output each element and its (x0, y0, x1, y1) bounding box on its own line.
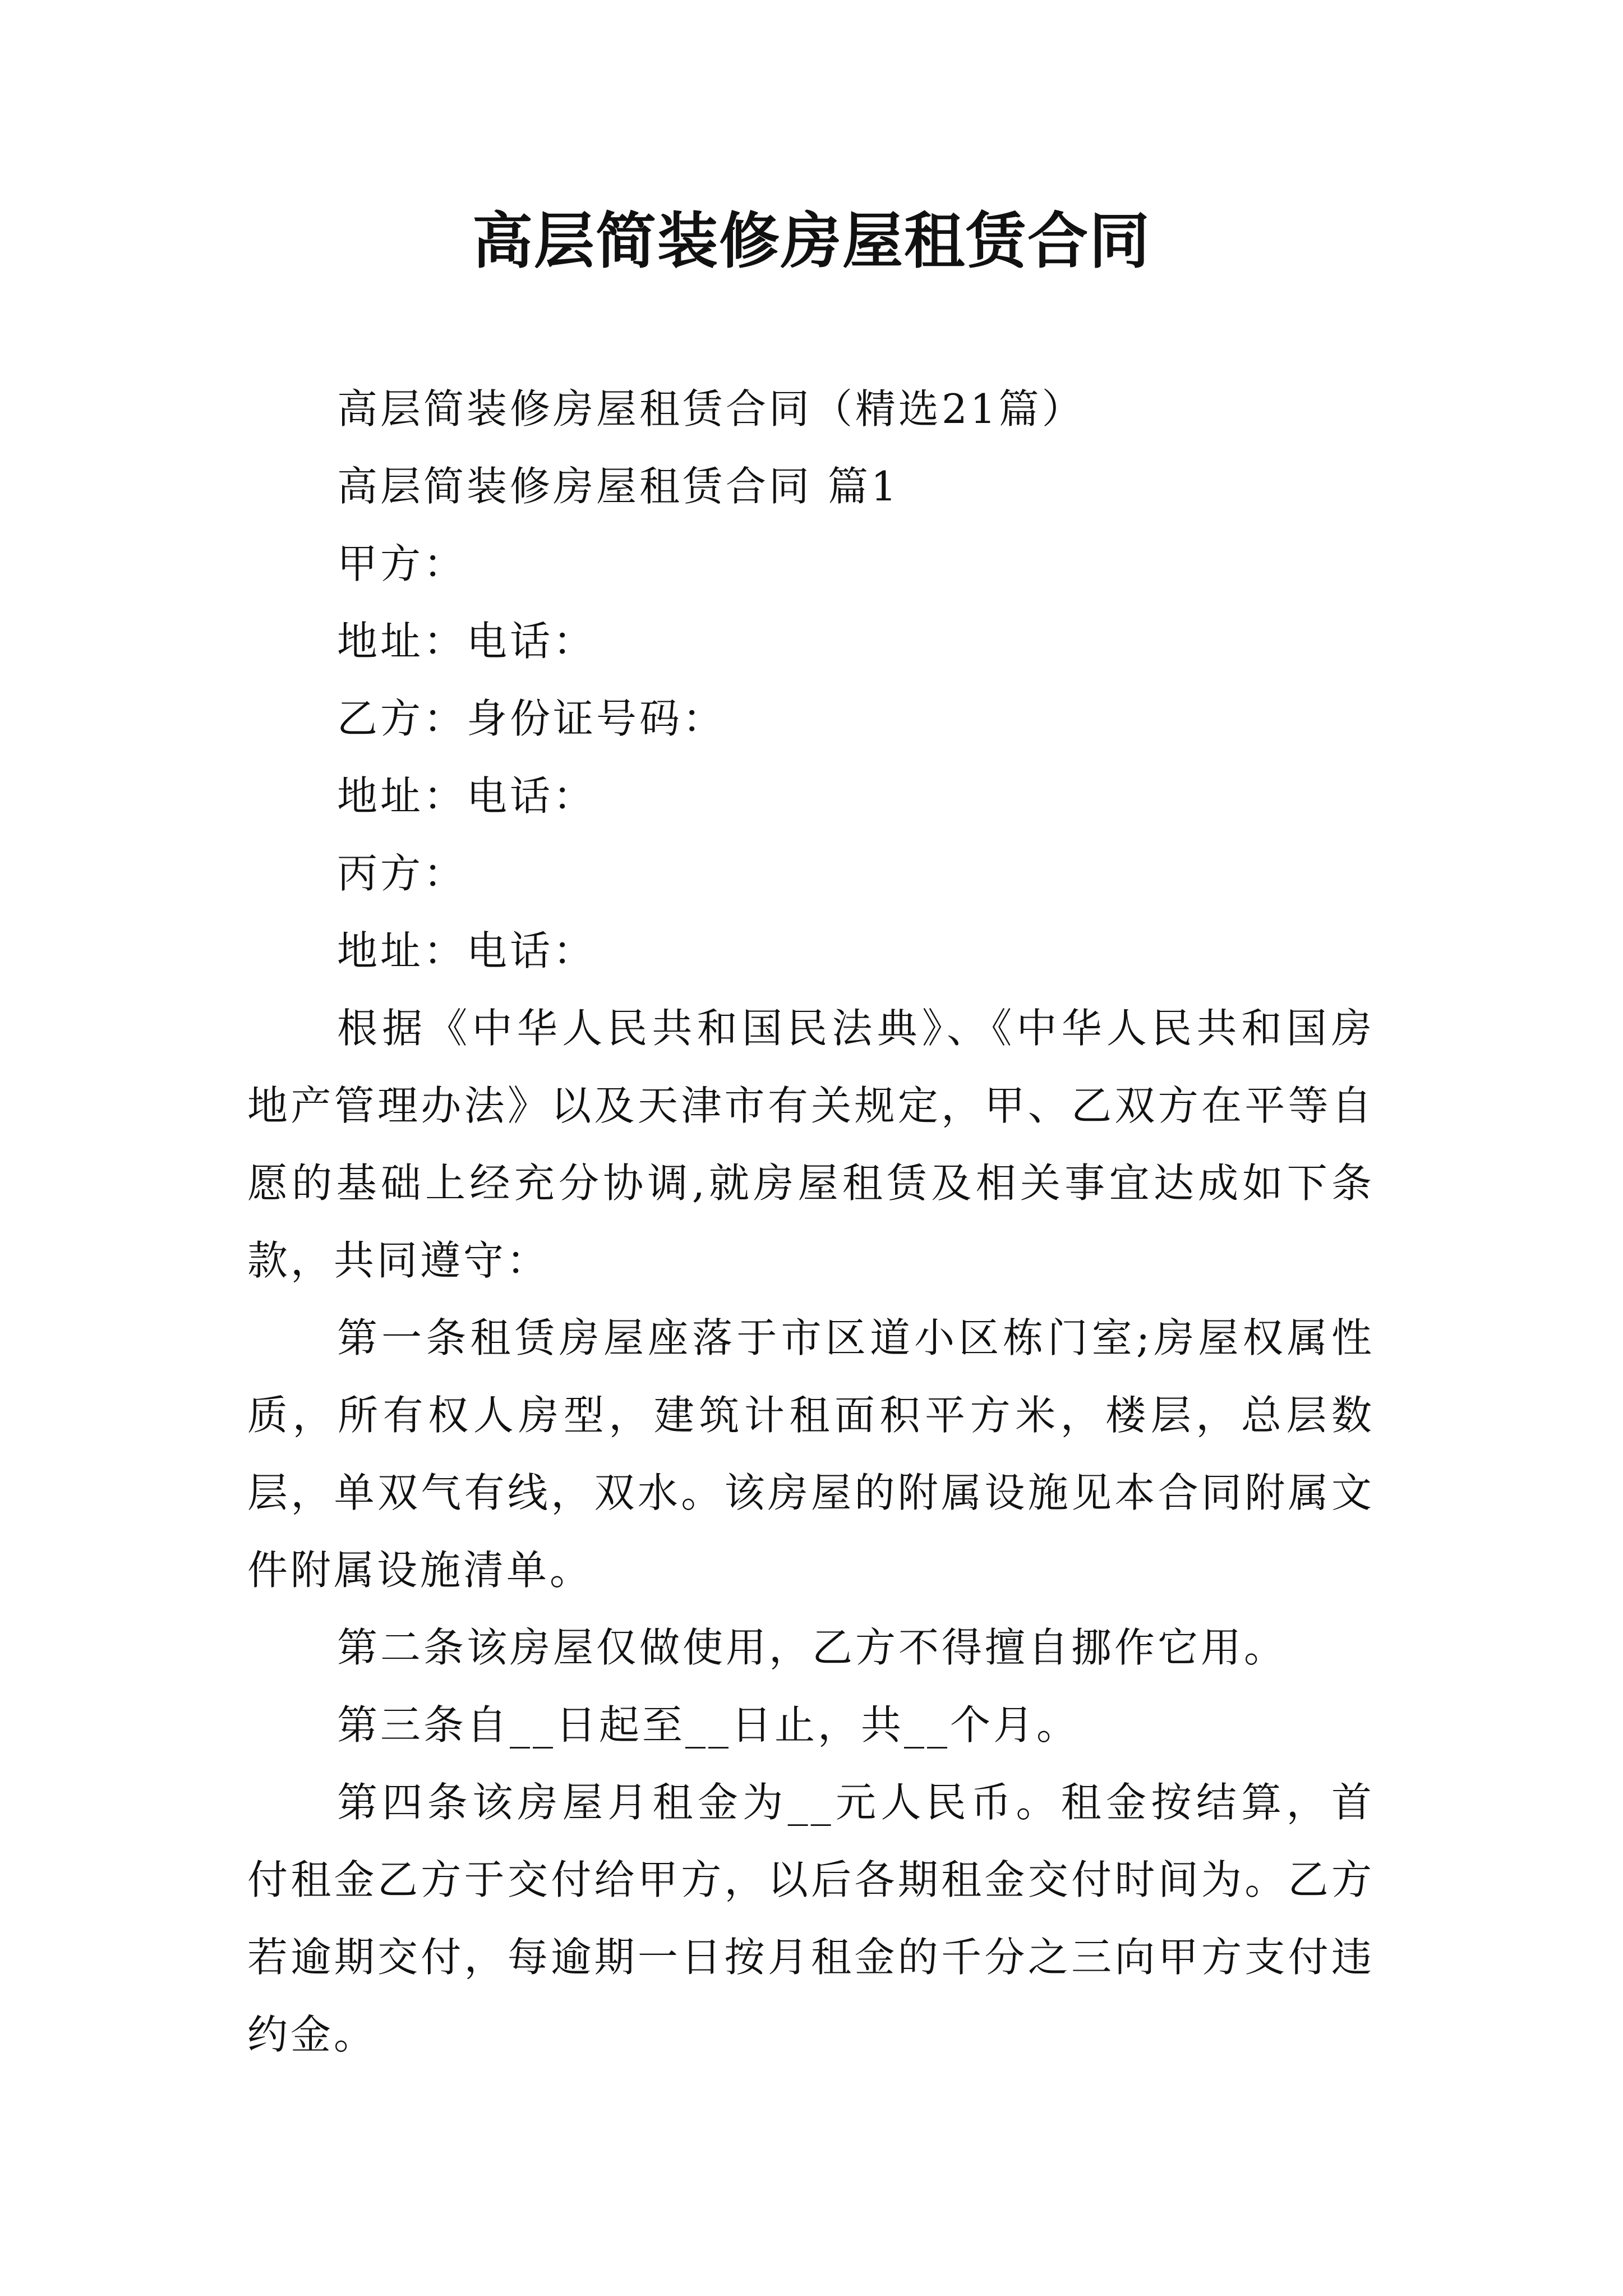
party-b-line: 乙方：身份证号码： (337, 695, 726, 742)
article-3-paragraph: 第三条自__日起至__日止，共__个月。 (337, 1701, 1080, 1749)
party-c-line: 丙方： (337, 850, 467, 897)
document-title: 高层简装修房屋租赁合同 (472, 206, 1151, 277)
article-2-paragraph: 第二条该房屋仅做使用，乙方不得擅自挪作它用。 (337, 1624, 1288, 1671)
party-c-contact-line: 地址：电话： (337, 927, 597, 974)
preamble-paragraph: 根据《中华人民共和国民法典》、《中华人民共和国房地产管理办法》以及天津市有关规定，甲、乙双方在平等自愿的基础上经充分协调,就房屋租赁及相关事宜达成如下条款，共同遵守： (247, 1005, 1375, 1284)
document-subtitle: 高层简装修房屋租赁合同（精选21篇） (337, 385, 1085, 432)
document-body (247, 370, 1375, 2073)
party-a-contact-line: 地址：电话： (337, 618, 597, 665)
party-a-line: 甲方： (337, 540, 467, 587)
section-heading: 高层简装修房屋租赁合同 篇1 (337, 463, 900, 510)
article-1-paragraph: 第一条租赁房屋座落于市区道小区栋门室;房屋权属性质，所有权人房型，建筑计租面积平方米，楼层，总层数层，单双气有线，双水。该房屋的附属设施见本合同附属文件附属设施清单。 (247, 1314, 1375, 1594)
party-b-contact-line: 地址：电话： (337, 772, 597, 820)
article-4-paragraph: 第四条该房屋月租金为__元人民币。租金按结算，首付租金乙方于交付给甲方，以后各期租金交付时间为。乙方若逾期交付，每逾期一日按月租金的千分之三向甲方支付违约金。 (247, 1779, 1375, 2058)
